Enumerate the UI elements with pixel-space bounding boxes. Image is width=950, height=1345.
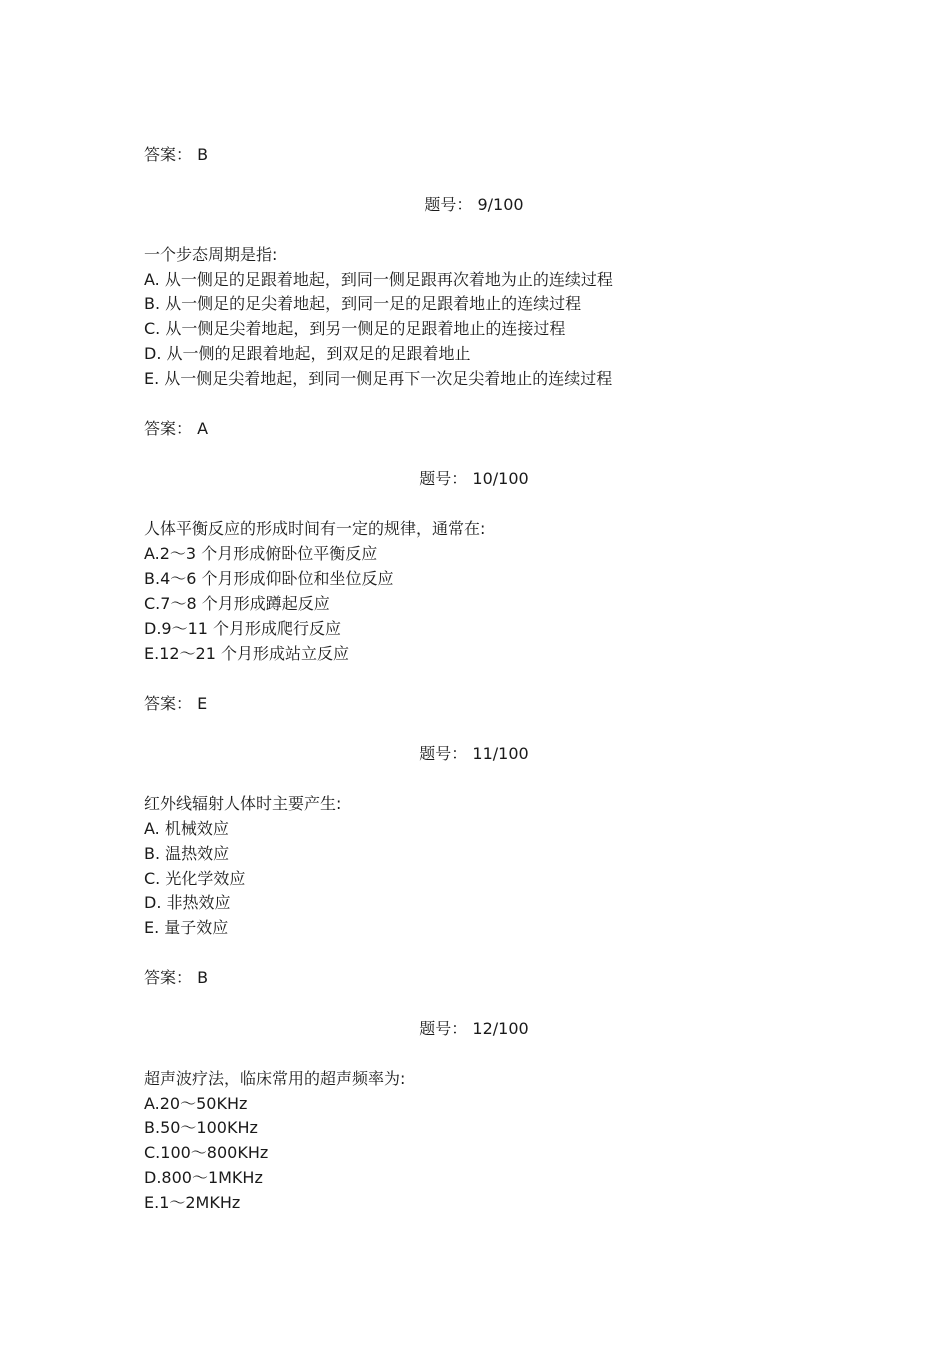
option-e: E. 量子效应 [144, 918, 229, 937]
option-b: B. 温热效应 [144, 844, 230, 863]
option-c: C.7～8 个月形成蹲起反应 [144, 594, 330, 613]
option-b: B.4～6 个月形成仰卧位和坐位反应 [144, 569, 394, 588]
option-c: C. 从一侧足尖着地起，到另一侧足的足跟着地止的连接过程 [144, 319, 566, 338]
option-a: A. 从一侧足的足跟着地起，到同一侧足跟再次着地为止的连续过程 [144, 270, 613, 289]
answer: 答案： E [144, 694, 208, 713]
option-a: A. 机械效应 [144, 819, 229, 838]
question-stem: 人体平衡反应的形成时间有一定的规律，通常在: [144, 519, 486, 538]
option-d: D.9～11 个月形成爬行反应 [144, 619, 342, 638]
question-number [0, 469, 950, 489]
question-number [0, 195, 950, 215]
question-number-text: 题号： 11/100 [419, 744, 529, 763]
option-d: D. 非热效应 [144, 893, 231, 912]
option-d: D. 从一侧的足跟着地起，到双足的足跟着地止 [144, 344, 471, 363]
question-stem: 红外线辐射人体时主要产生: [144, 794, 342, 813]
option-c: C. 光化学效应 [144, 869, 246, 888]
question-number-text: 题号： 10/100 [419, 469, 529, 488]
option-d: D.800～1MKHz [144, 1168, 263, 1187]
option-e: E. 从一侧足尖着地起，到同一侧足再下一次足尖着地止的连续过程 [144, 369, 613, 388]
question-number [0, 1019, 950, 1039]
option-a: A.2～3 个月形成俯卧位平衡反应 [144, 544, 378, 563]
question-number-text: 题号： 9/100 [424, 195, 524, 214]
question-number [0, 744, 950, 764]
question-stem: 超声波疗法，临床常用的超声频率为: [144, 1069, 406, 1088]
answer: 答案： A [144, 419, 209, 438]
question-number-text: 题号： 12/100 [419, 1019, 529, 1038]
option-c: C.100～800KHz [144, 1143, 269, 1162]
option-b: B. 从一侧足的足尖着地起，到同一足的足跟着地止的连续过程 [144, 294, 582, 313]
answer: 答案： B [144, 968, 209, 987]
option-a: A.20～50KHz [144, 1094, 248, 1113]
option-e: E.12～21 个月形成站立反应 [144, 644, 350, 663]
question-stem: 一个步态周期是指: [144, 245, 278, 264]
previous-answer: 答案： B [144, 145, 209, 164]
option-b: B.50～100KHz [144, 1118, 258, 1137]
option-e: E.1～2MKHz [144, 1193, 241, 1212]
